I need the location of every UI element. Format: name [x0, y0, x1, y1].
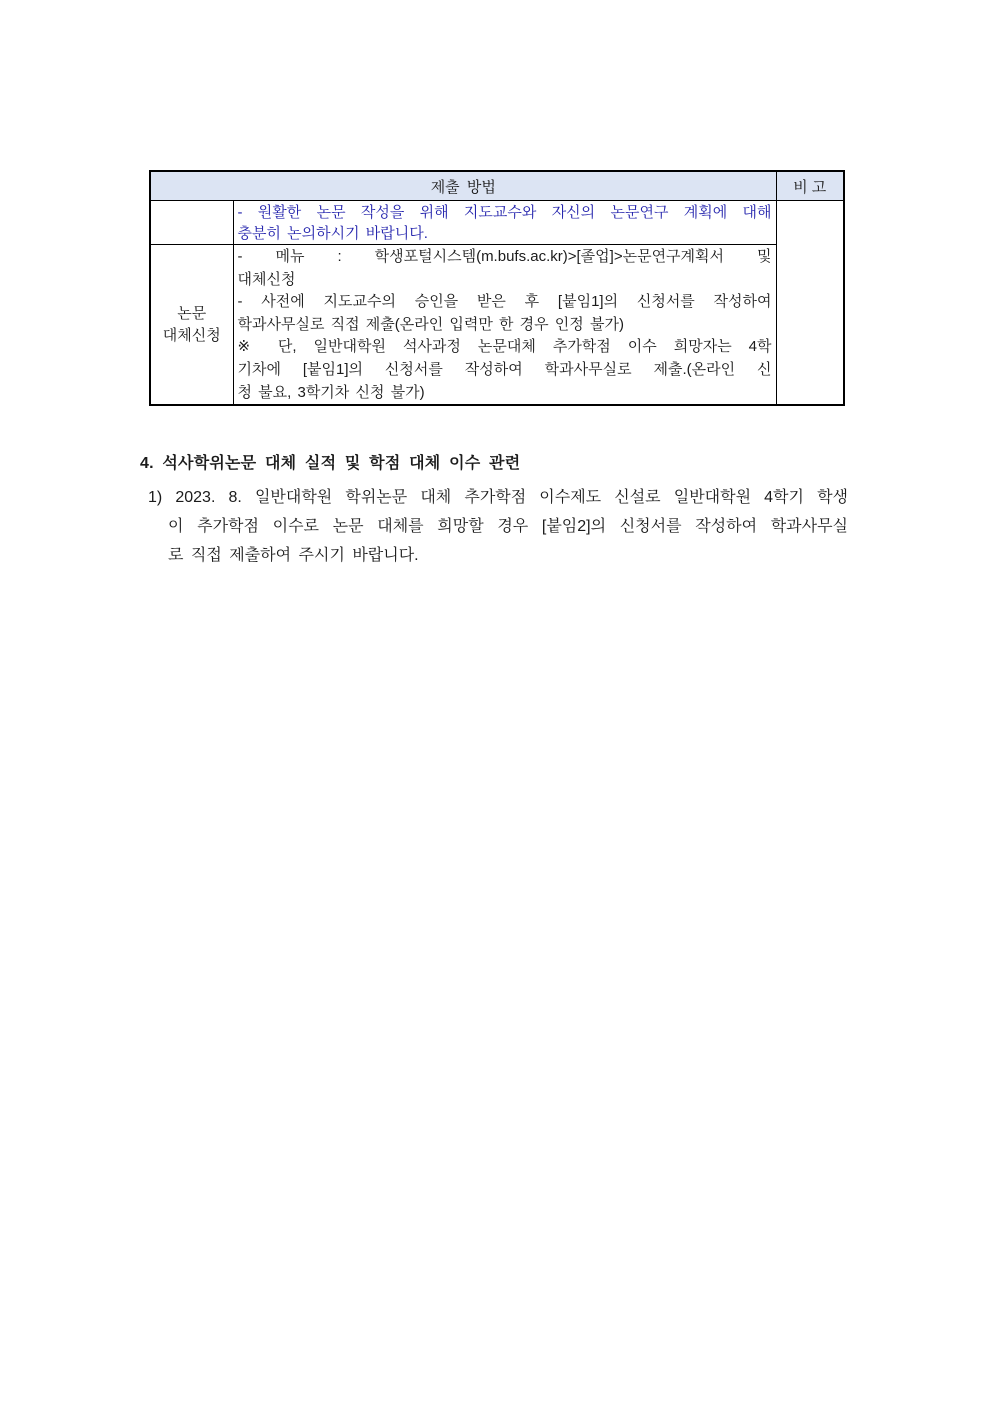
thesis-alt-line-2: 대체신청: [237, 270, 296, 288]
continued-row-content-cell: [233, 201, 776, 245]
thesis-alt-line-5: ※ 단, 일반대학원 석사과정 논문대체 추가학점 이수 희망자는 4학: [237, 338, 772, 356]
thesis-alt-line-4: 학과사무실로 직접 제출(온라인 입력만 한 경우 인정 불가): [237, 315, 624, 333]
section-4-paragraph-line-2: 이 추가학점 이수로 논문 대체를 희망할 경우 [붙임2]의 신청서를 작성하여 학과사무실: [168, 518, 848, 535]
note-column-cell: [776, 201, 844, 406]
thesis-alt-line-6: 기차에 [붙임1]의 신청서를 작성하여 학과사무실로 제출.(온라인 신: [237, 360, 772, 378]
continued-row-line-1: - 원활한 논문 작성을 위해 지도교수와 자신의 논문연구 계획에 대해: [237, 204, 772, 221]
table-header-row: [150, 171, 844, 201]
submission-method-table: [149, 170, 845, 406]
section-4-paragraph-line-3: 로 직접 제출하여 주시기 바랍니다.: [168, 547, 419, 564]
thesis-alt-row-content-cell: [233, 245, 776, 406]
thesis-alt-line-1: - 메뉴 : 학생포털시스템(m.bufs.ac.kr)>[졸업]>논문연구계획서 및: [237, 248, 772, 265]
table-row-thesis-alternative: [150, 245, 844, 406]
thesis-alt-label-line-1: 논문: [177, 304, 207, 322]
header-cell-note: 비고: [776, 171, 844, 201]
thesis-alt-label-line-2: 대체신청: [162, 326, 221, 344]
section-4-heading: 4. 석사학위논문 대체 실적 및 학점 대체 이수 관련: [140, 455, 521, 472]
continued-row-line-2: 충분히 논의하시기 바랍니다.: [237, 225, 428, 242]
table-row-continued: [150, 201, 844, 245]
thesis-alt-row-label-cell: [150, 245, 233, 406]
thesis-alt-line-3: - 사전에 지도교수의 승인을 받은 후 [붙임1]의 신청서를 작성하여: [237, 293, 772, 311]
section-4: [140, 452, 852, 570]
section-4-paragraph-line-1: 1) 2023. 8. 일반대학원 학위논문 대체 추가학점 이수제도 신설로 일반대학원 4학기 학생: [148, 489, 848, 506]
section-4-paragraph: [148, 483, 848, 570]
header-cell-submission-method: 제출 방법: [150, 171, 776, 201]
continued-row-label-cell: [150, 201, 233, 245]
thesis-alt-line-7: 청 불요, 3학기차 신청 불가): [237, 383, 425, 401]
